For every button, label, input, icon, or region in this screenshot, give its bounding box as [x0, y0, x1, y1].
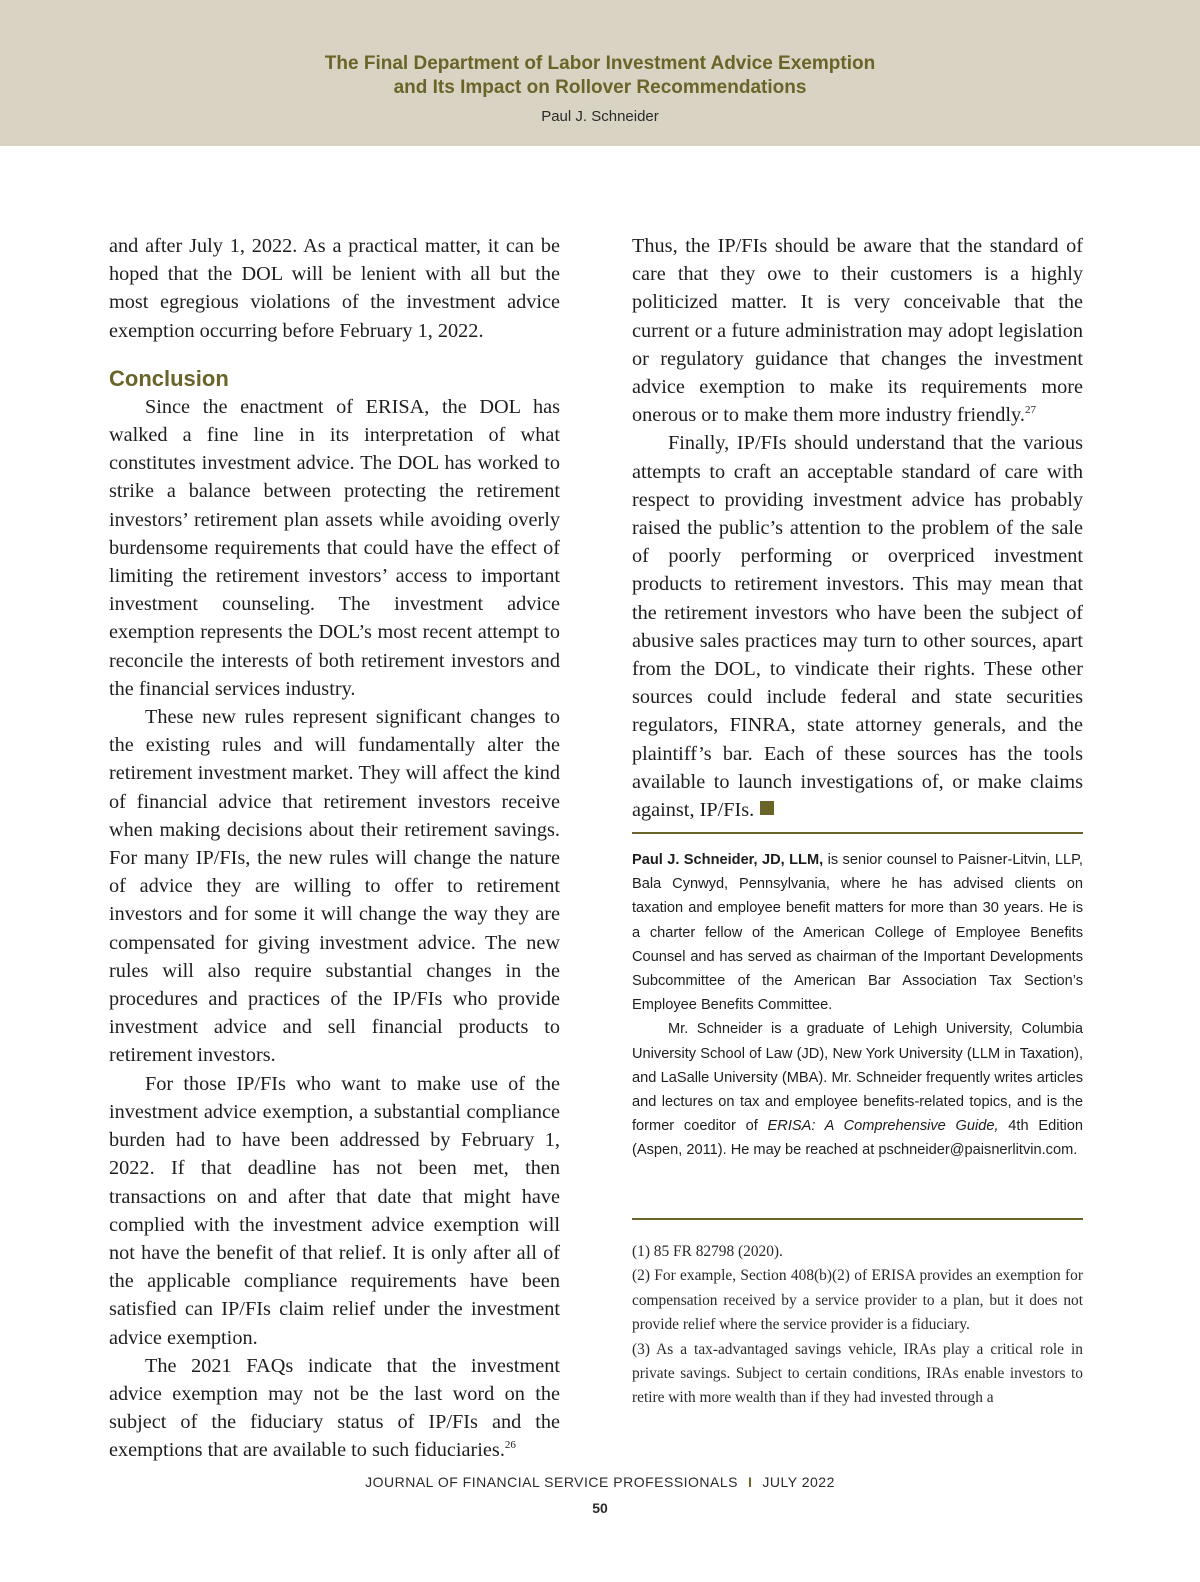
- author-bio: [632, 848, 1083, 1163]
- paragraph-text: Finally, IP/FIs should understand that the various attempts to craft an acceptable standard of care with respect to providing investment advice has probably raised the public’s attention to the problem of the sale of poorly performing or overpriced investment products to retirement investors. This may mean that the retirement investors who have been the subject of abusive sales practices may turn to other sources, apart from the DOL, to vindicate their rights. These other sources could include federal and state securities regulators, FINRA, state attorney generals, and the plaintiff’s bar. Each of these sources has the tools available to launch investigations of, or make claims against, IP/FIs.: [632, 432, 1083, 822]
- bio-name: Paul J. Schneider, JD, LLM,: [632, 852, 824, 868]
- bio-paragraph: [632, 848, 1083, 1017]
- paragraph: [632, 232, 1083, 429]
- paragraph: [632, 429, 1083, 824]
- endnotes: [632, 1240, 1083, 1411]
- notes-top-rule: [632, 1218, 1083, 1220]
- article-title-line1: The Final Department of Labor Investment Advice Exemption: [324, 53, 876, 74]
- issue-date: JULY 2022: [762, 1474, 835, 1490]
- page-number: 50: [592, 1500, 608, 1516]
- paragraph: and after July 1, 2022. As a practical matter, it can be hoped that the DOL will be lenient with all but the most egregious violations of the investment advice exemption occurring before February 1, 2022.: [109, 235, 560, 342]
- journal-name: JOURNAL OF FINANCIAL SERVICE PROFESSIONALS: [365, 1474, 739, 1490]
- running-footer: [0, 1474, 1200, 1490]
- endnote: (3) As a tax-advantaged savings vehicle, IRAs play a critical role in private savings. Subject to certain conditions, IRAs enable investors to retire with more wealth than if they had invested through a: [632, 1340, 1083, 1407]
- footer-separator: I: [748, 1474, 753, 1490]
- endnote: (2) For example, Section 408(b)(2) of ERISA provides an exemption for compensation received by a service provider to a plan, but it does not provide relief where the service provider is a fiduciary.: [632, 1267, 1083, 1334]
- article-title: [0, 52, 1200, 100]
- footnote-ref-27[interactable]: 27: [1024, 404, 1036, 417]
- endnote: (1) 85 FR 82798 (2020).: [632, 1243, 783, 1260]
- paragraph-text: Thus, the IP/FIs should be aware that the standard of care that they owe to their customers is a highly politicized matter. It is very conceivable that the current or a future administration may adopt legislation or regulatory guidance that changes the investment advice exemption to make its requirements more onerous or to make them more industry friendly.: [632, 235, 1083, 427]
- bio-top-rule: [632, 832, 1083, 834]
- end-of-article-square-icon: [760, 801, 774, 815]
- bio-text: 4th Edition (Aspen, 2011). He may be reached at pschneider@paisnerlitvin.com.: [632, 1118, 1083, 1159]
- paragraph: [109, 1352, 560, 1465]
- article-title-line2: and Its Impact on Rollover Recommendations: [393, 77, 807, 98]
- section-heading-conclusion: Conclusion: [109, 365, 229, 391]
- footnote-ref-26[interactable]: 26: [504, 1439, 516, 1452]
- bio-text: is senior counsel to Paisner-Litvin, LLP, Bala Cynwyd, Pennsylvania, where he has advised clients on taxation and employee benefit matters for more than 30 years. He is a charter fellow of the American College of Employee Benefits Counsel and has served as chairman of the Important Developments Subcommittee of the American Bar Association Tax Section’s Employee Benefits Committee.: [632, 852, 1083, 1014]
- right-column: [632, 232, 1083, 824]
- paragraph: These new rules represent significant changes to the existing rules and will fundamentally alter the retirement investment market. They will affect the kind of financial advice that retirement investors receive when making decisions about their retirement savings. For many IP/FIs, the new rules will change the nature of advice they are willing to offer to retirement investors and for some it will change the way they are compensated for giving investment advice. The new rules will also require substantial changes in the procedures and practices of the IP/FIs who provide investment advice and sell financial products to retirement investors.: [109, 706, 560, 1067]
- bio-book-title: ERISA: A Comprehensive Guide,: [767, 1118, 999, 1135]
- left-column: [109, 232, 560, 1465]
- bio-text: Mr. Schneider is a graduate of Lehigh University, Columbia University School of Law (JD), New York University (LLM in Taxation), and LaSalle University (MBA). Mr. Schneider frequently writes articles and lectures on tax and employee benefits-related topics, and is the former coeditor of: [632, 1021, 1083, 1135]
- running-header: [0, 0, 1200, 146]
- paragraph: For those IP/FIs who want to make use of the investment advice exemption, a substantial compliance burden had to have been addressed by February 1, 2022. If that deadline has not been met, then transactions on and after that date that might have complied with the investment advice exemption will not have the benefit of that relief. It is only after all of the applicable compliance requirements have been satisfied can IP/FIs claim relief under the investment advice exemption.: [109, 1072, 560, 1349]
- article-author: Paul J. Schneider: [541, 108, 659, 125]
- bio-paragraph: [632, 1017, 1083, 1162]
- paragraph-text: The 2021 FAQs indicate that the investment advice exemption may not be the last word on the subject of the fiduciary status of IP/FIs and the exemptions that are available to such fiduciaries.: [109, 1354, 560, 1462]
- paragraph: Since the enactment of ERISA, the DOL has walked a fine line in its interpretation of what constitutes investment advice. The DOL has worked to strike a balance between protecting the retirement investors’ retirement plan assets while avoiding overly burdensome requirements that could have the effect of limiting the retirement investors’ access to important investment counseling. The investment advice exemption represents the DOL’s most recent attempt to reconcile the interests of both retirement investors and the financial services industry.: [109, 395, 560, 700]
